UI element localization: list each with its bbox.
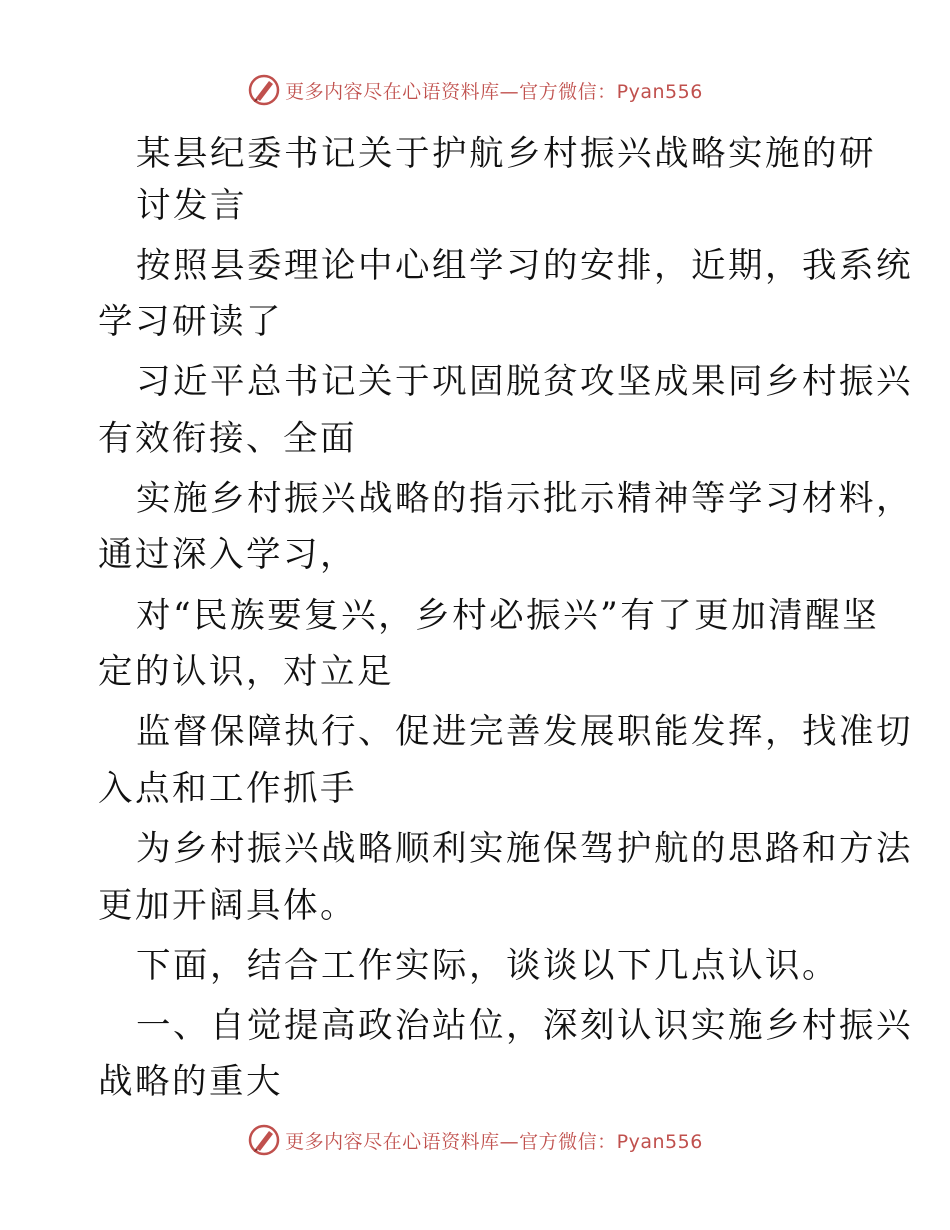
paragraph-line: 对“民族要复兴，乡村必振兴”有了更加清醒坚 (136, 596, 880, 636)
paragraph-line: 为乡村振兴战略顺利实施保驾护航的思路和方法 (136, 829, 913, 869)
document-title-line-1: 某县纪委书记关于护航乡村振兴战略实施的研 (136, 134, 876, 174)
paragraph-line: 实施乡村振兴战略的指示批示精神等学习材料， (136, 479, 913, 519)
paragraph-line: 入点和工作抓手 (98, 769, 357, 809)
paragraph-line: 下面，结合工作实际，谈谈以下几点认识。 (136, 946, 839, 986)
paragraph-line: 更加开阔具体。 (98, 886, 357, 926)
pen-logo-icon (247, 73, 281, 107)
footer-banner (0, 1120, 950, 1160)
section-heading-line: 一、自觉提高政治站位，深刻认识实施乡村振兴 (136, 1006, 913, 1046)
paragraph-line: 习近平总书记关于巩固脱贫攻坚成果同乡村振兴 (136, 362, 913, 402)
paragraph-line: 学习研读了 (98, 302, 283, 342)
paragraph-line: 监督保障执行、促进完善发展职能发挥，找准切 (136, 712, 913, 752)
paragraph-line: 有效衔接、全面 (98, 419, 357, 459)
header-banner (0, 70, 950, 110)
paragraph-line: 定的认识，对立足 (98, 652, 394, 692)
section-heading-line: 战略的重大 (98, 1062, 283, 1102)
document-title-line-2: 讨发言 (136, 186, 247, 226)
pen-logo-icon (247, 1123, 281, 1157)
paragraph-line: 按照县委理论中心组学习的安排，近期，我系统 (136, 246, 913, 286)
paragraph-line: 通过深入学习， (98, 535, 357, 575)
footer-banner-text: 更多内容尽在心语资料库—官方微信：Pyan556 (285, 1130, 703, 1153)
header-banner-text: 更多内容尽在心语资料库—官方微信：Pyan556 (285, 80, 703, 103)
